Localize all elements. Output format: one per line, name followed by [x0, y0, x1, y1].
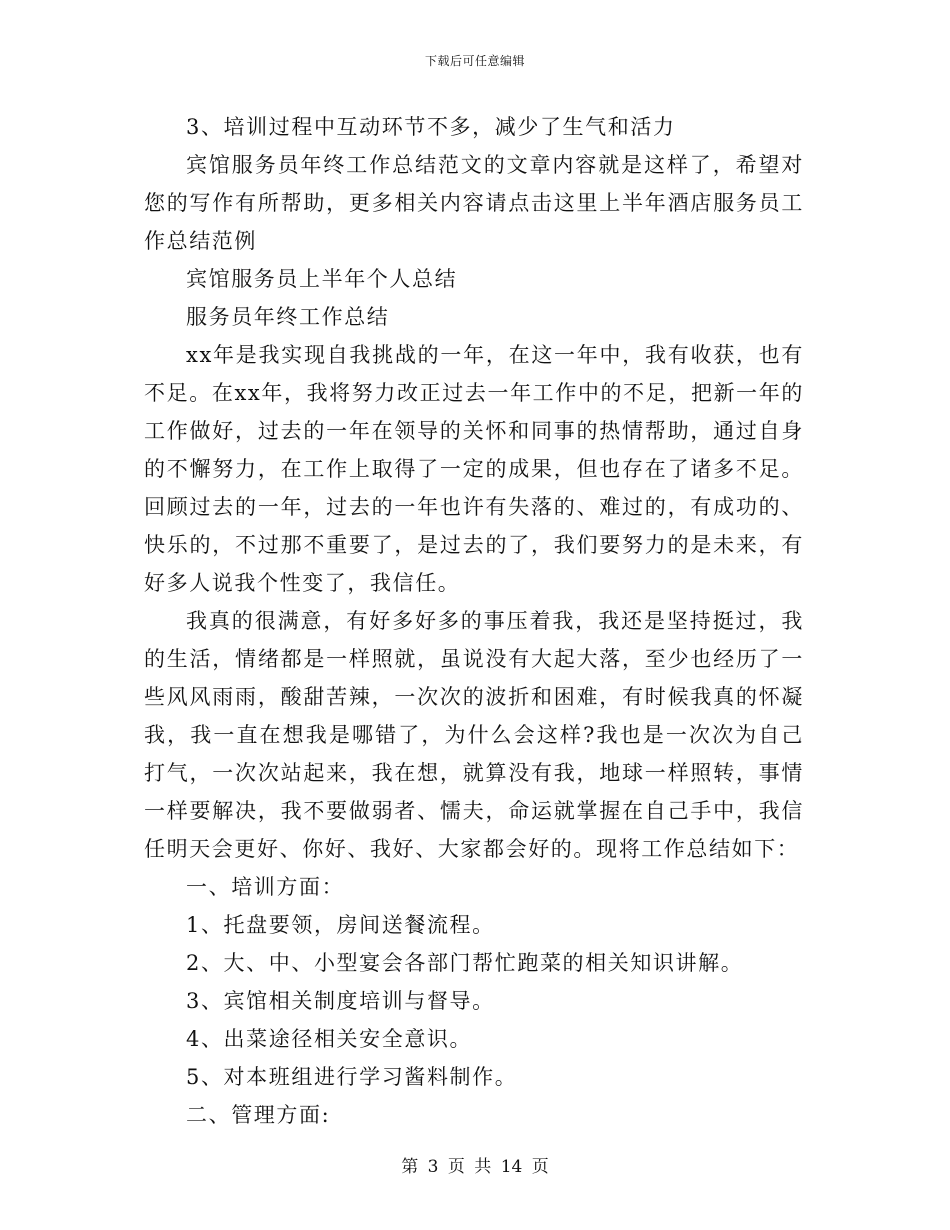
- list-item: 2、大、中、小型宴会各部门帮忙跑菜的相关知识讲解。: [186, 951, 744, 975]
- paragraph-year-review: xx年是我实现自我挑战的一年，在这一年中，我有收获，也有不足。在xx年，我将努力改正过去一年工作中的不足，把新一年的工作做好，过去的一年在领导的关怀和同事的热情帮助，通过自身的不懈努力，在工作上取得了一定的成果，但也存在了诸多不足。回顾过去的一年，过去的一年也许有失落的、难过的，有成功的、快乐的，不过那不重要了，是过去的了，我们要努力的是未来，有好多人说我个性变了，我信任。: [144, 343, 804, 595]
- section-heading-management: 二、管理方面:: [186, 1103, 331, 1127]
- list-item: 5、对本班组进行学习酱料制作。: [186, 1065, 518, 1089]
- list-item: 3、宾馆相关制度培训与督导。: [186, 989, 495, 1013]
- paragraph-title-year-end-summary: 服务员年终工作总结: [186, 305, 390, 329]
- page-header-note: 下载后可任意编辑: [424, 54, 525, 68]
- list-item: 4、出菜途径相关安全意识。: [186, 1027, 473, 1051]
- page-number-footer: 第 3 页 共 14 页: [401, 1157, 549, 1177]
- document-body: [144, 108, 804, 1134]
- paragraph-closing-note: 宾馆服务员年终工作总结范文的文章内容就是这样了，希望对您的写作有所帮助，更多相关内容请点击这里上半年酒店服务员工作总结范例: [144, 153, 804, 253]
- paragraph-training-issue: 3、培训过程中互动环节不多，减少了生气和活力: [186, 115, 676, 139]
- paragraph-personal-reflection: 我真的很满意，有好多好多的事压着我，我还是坚持挺过，我的生活，情绪都是一样照就，虽说没有大起大落，至少也经历了一些风风雨雨，酸甜苦辣，一次次的波折和困难，有时候我真的怀凝我，我一直在想我是哪错了，为什么会这样?我也是一次次为自己打气，一次次站起来，我在想，就算没有我，地球一样照转，事情一样要解决，我不要做弱者、懦夫，命运就掌握在自己手中，我信任明天会更好、你好、我好、大家都会好的。现将工作总结如下：: [144, 609, 804, 861]
- list-item: 1、托盘要领，房间送餐流程。: [186, 913, 495, 937]
- paragraph-title-half-year-summary: 宾馆服务员上半年个人总结: [186, 267, 458, 291]
- section-heading-training: 一、培训方面：: [186, 875, 345, 899]
